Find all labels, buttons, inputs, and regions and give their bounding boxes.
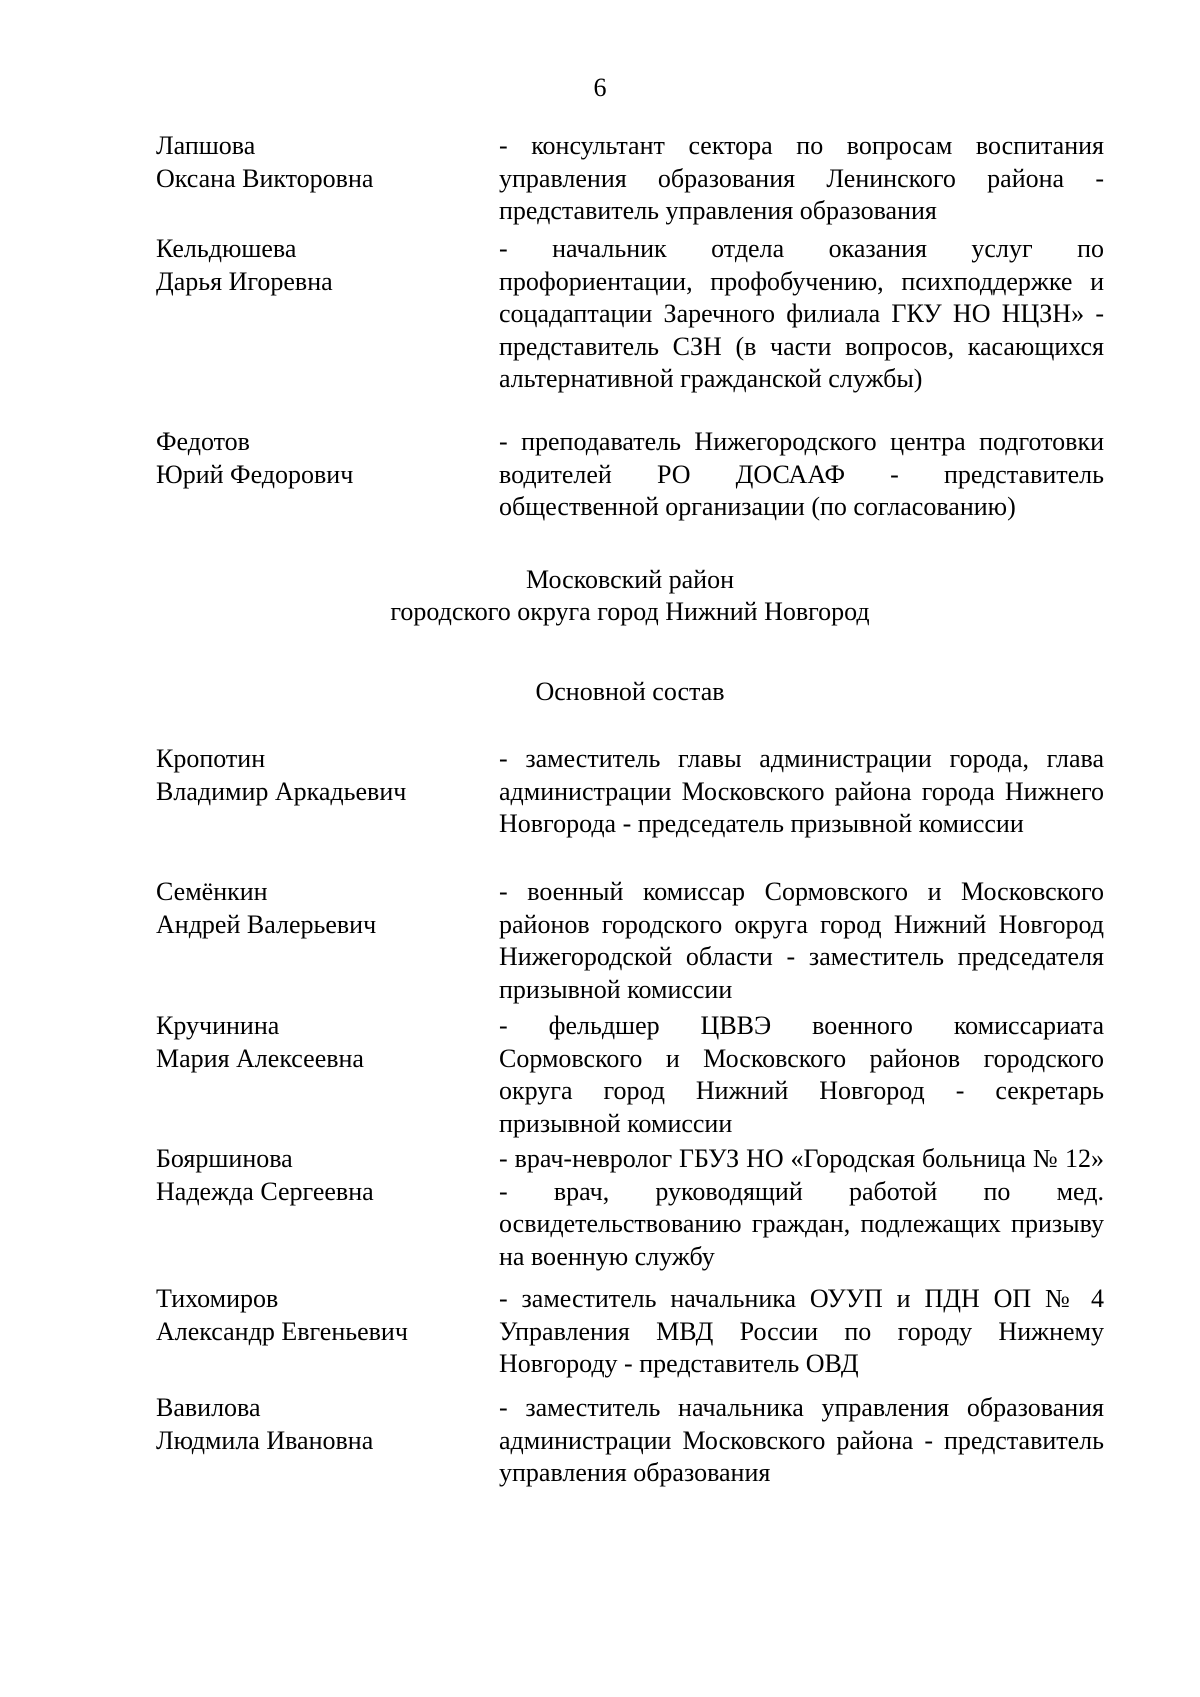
page-number: 6 [593, 73, 607, 102]
member-given-name: Владимир Аркадьевич [156, 776, 407, 806]
member-surname: Кропотин [156, 744, 266, 773]
member-given-name: Андрей Валерьевич [156, 909, 377, 939]
member-surname: Кельдюшева [156, 234, 297, 263]
member-surname: Лапшова [156, 131, 256, 160]
member-given-name: Надежда Сергеевна [156, 1176, 374, 1206]
member-name [156, 743, 486, 808]
member-given-name: Оксана Викторовна [156, 163, 374, 193]
member-role: - врач-невролог ГБУЗ НО «Городская больница № 12» - врач, руководящий работой по мед. освидетельствованию граждан, подлежащих призыву на военную службу [499, 1144, 1104, 1271]
member-role: - военный комиссар Сормовского и Московского районов городского округа город Нижний Новгород Нижегородской области - заместитель председателя призывной комиссии [499, 877, 1104, 1004]
member-surname: Бояршинова [156, 1144, 293, 1173]
member-given-name: Александр Евгеньевич [156, 1316, 408, 1346]
member-given-name: Юрий Федорович [156, 459, 354, 489]
member-role: - консультант сектора по вопросам воспитания управления образования Ленинского района - представитель управления образования [499, 131, 1104, 225]
member-name [156, 1392, 486, 1457]
member-name [156, 233, 486, 298]
district-subheading: городского округа город Нижний Новгород [390, 597, 870, 626]
member-surname: Федотов [156, 427, 250, 456]
member-surname: Тихомиров [156, 1284, 279, 1313]
member-role: - заместитель начальника ОУУП и ПДН ОП № 4 Управления МВД России по городу Нижнему Новгороду - представитель ОВД [499, 1284, 1104, 1378]
member-role: - преподаватель Нижегородского центра подготовки водителей РО ДОСААФ - представитель общественной организации (по согласованию) [499, 427, 1104, 521]
member-name [156, 1010, 486, 1075]
member-name [156, 1143, 486, 1208]
member-surname: Вавилова [156, 1393, 261, 1422]
member-name [156, 130, 486, 195]
member-given-name: Мария Алексеевна [156, 1043, 364, 1073]
member-surname: Семёнкин [156, 877, 268, 906]
member-role: - фельдшер ЦВВЭ военного комиссариата Сормовского и Московского районов городского округа город Нижний Новгород - секретарь призывной комиссии [499, 1011, 1104, 1138]
member-given-name: Дарья Игоревна [156, 266, 333, 296]
member-name [156, 876, 486, 941]
member-name [156, 1283, 486, 1348]
member-given-name: Людмила Ивановна [156, 1425, 374, 1455]
district-heading: Московский район [526, 565, 734, 594]
member-surname: Кручинина [156, 1011, 280, 1040]
member-role: - заместитель начальника управления образования администрации Московского района - представитель управления образования [499, 1393, 1104, 1487]
member-name [156, 426, 486, 491]
member-role: - начальник отдела оказания услуг по профориентации, профобучению, психподдержке и соцадаптации Заречного филиала ГКУ НО НЦЗН» - представитель СЗН (в части вопросов, касающихся альтернативной гражданской службы) [499, 234, 1104, 393]
composition-heading: Основной состав [535, 677, 725, 706]
member-role: - заместитель главы администрации города, глава администрации Московского района города Нижнего Новгорода - председатель призывной комиссии [499, 744, 1104, 838]
